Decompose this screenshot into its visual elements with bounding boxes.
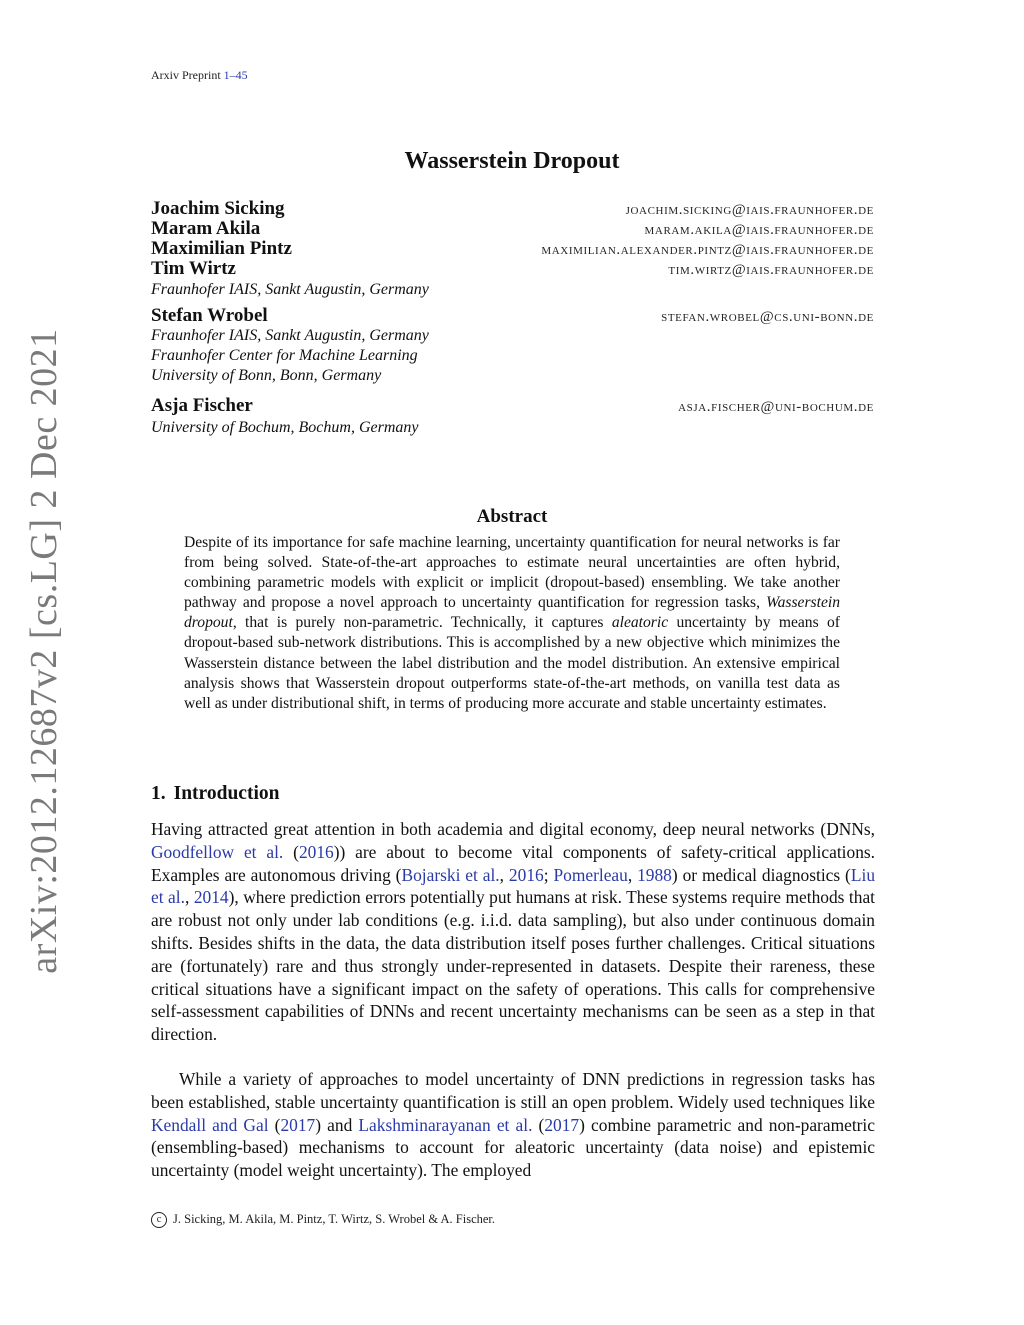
author-email[interactable]: maximilian.alexander.pintz@iais.fraunhofer.de [541,242,874,258]
citation-year-link[interactable]: 2014 [193,887,229,908]
preprint-header [151,68,248,83]
citation-link[interactable]: Lakshminarayanan et al. [358,1114,533,1135]
abstract-body: Despite of its importance for safe machine learning, uncertainty quantification for neural networks is far from being solved. State-of-the-art approaches to estimate neural uncertainties are often hybrid, combining parametric models with explicit or implicit (dropout-based) ensembling. We take another pathway and propose a novel approach to uncertainty quantification for regression tasks, Wasserstein dropout, that is purely non-parametric. Technically, it captures aleatoric uncertainty by means of dropout-based sub-network distributions. This is accomplished by a new objective which minimizes the Wasserstein distance between the label distribution and the model distribution. An extensive empirical analysis shows that Wasserstein dropout outperforms state-of-the-art methods, on vanilla test data as well as under distributional shift, in terms of producing more accurate and stable uncertainty estimates. [184,534,840,712]
author-email[interactable]: tim.wirtz@iais.fraunhofer.de [668,262,874,278]
preprint-label: Arxiv Preprint [151,68,221,82]
section-heading [151,783,279,805]
author-name: Tim Wirtz [151,258,236,279]
author-email[interactable]: joachim.sicking@iais.fraunhofer.de [625,202,874,218]
affiliation: Fraunhofer Center for Machine Learning [151,347,418,364]
citation-year-link[interactable]: 2017 [280,1114,316,1135]
emphasis-wasserstein-dropout: Wasserstein dropout [184,594,840,632]
citation-link[interactable]: Bojarski et al. [401,864,500,885]
author-name: Asja Fischer [151,395,253,416]
paper-title: Wasserstein Dropout [404,148,620,174]
affiliation: University of Bonn, Bonn, Germany [151,367,382,384]
footer-authors: J. Sicking, M. Akila, M. Pintz, T. Wirtz, S. Wrobel & A. Fischer. [173,1212,496,1226]
affiliation: Fraunhofer IAIS, Sankt Augustin, Germany [151,327,429,344]
intro-paragraph: While a variety of approaches to model uncertainty of DNN predictions in regression tasks has been established, stable uncertainty quantification is still an open problem. Widely used techniques like Kendall and Gal (2017) and Lakshminarayanan et al. (2017) combine parametric and non-parametric (ensembling-based) mechanisms to account for aleatoric uncertainty (data noise) and epistemic uncertainty (model weight uncertainty). The employed [151,1069,875,1181]
arxiv-identifier: arXiv:2012.12687v2 [cs.LG] 2 Dec 2021 [23,328,65,974]
intro-paragraph: Having attracted great attention in both academia and digital economy, deep neural networks (DNNs, Goodfellow et al. (2016)) are about to become vital components of safety-critical applications. Examples are autonomous driving (Bojarski et al., 2016; Pomerleau, 1988) or medical diagnostics (Liu et al., 2014), where prediction errors potentially put humans at risk. These systems require methods that are robust not only under lab conditions (e.g. i.i.d. data sampling), but also under continuous domain shifts. Besides shifts in the data, the data distribution itself poses further challenges. Critical situations are (fortunately) rare and thus strongly under-represented in datasets. Despite their rareness, these critical situations have a significant impact on the safety of operations. This calls for comprehensive self-assessment capabilities of DNNs and recent uncertainty mechanisms can be seen as a step in that direction. [151,819,876,1045]
section-number: 1. [151,783,166,804]
affiliation: University of Bochum, Bochum, Germany [151,419,419,436]
citation-year-link[interactable]: 2016 [508,864,544,885]
affiliation: Fraunhofer IAIS, Sankt Augustin, Germany [151,281,429,298]
citation-link[interactable]: Kendall and Gal [151,1114,269,1135]
copyright-icon: c [151,1212,167,1228]
author-email[interactable]: asja.fischer@uni-bochum.de [678,399,874,415]
author-name: Maximilian Pintz [151,238,292,259]
author-email[interactable]: maram.akila@iais.fraunhofer.de [644,222,874,238]
author-email[interactable]: stefan.wrobel@cs.uni-bonn.de [661,309,874,325]
copyright-footer [151,1212,495,1228]
author-name: Maram Akila [151,218,261,239]
author-name: Joachim Sicking [151,198,285,219]
citation-year-link[interactable]: 1988 [637,864,672,885]
citation-year-link[interactable]: 2016 [298,841,334,862]
author-name: Stefan Wrobel [151,305,268,326]
citation-link[interactable]: Goodfellow et al. [151,841,284,862]
section-title: Introduction [173,783,280,804]
citation-year-link[interactable]: 2017 [544,1114,580,1135]
page-range-link[interactable]: 1–45 [223,68,248,82]
emphasis-aleatoric: aleatoric [611,614,669,632]
citation-link[interactable]: Liu et al. [151,864,876,908]
abstract-heading: Abstract [476,506,548,527]
citation-link[interactable]: Pomerleau [553,864,628,885]
